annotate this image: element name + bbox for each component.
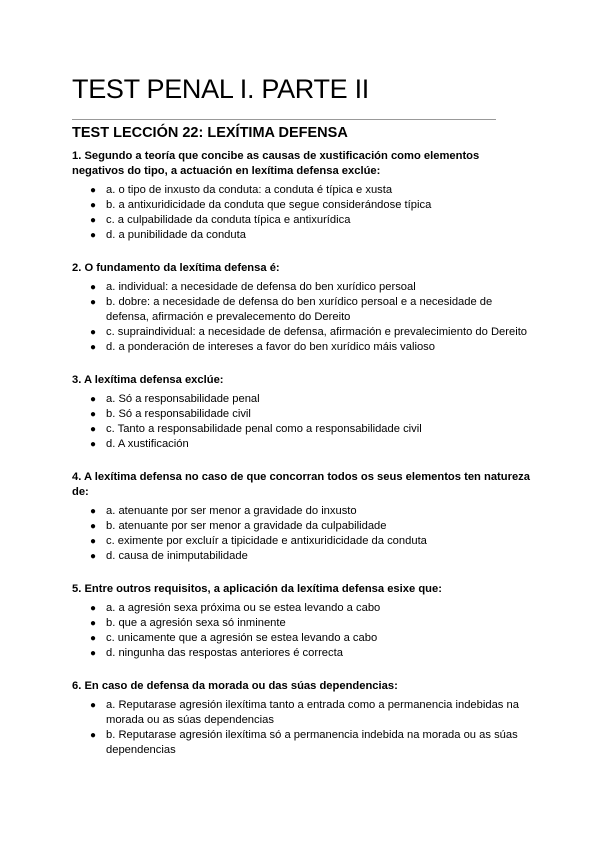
option-text: c. unicamente que a agresión se estea levando a cabo: [106, 632, 378, 644]
question-text: 3. A lexítima defensa exclúe:: [72, 374, 224, 386]
option-text: b. dobre: a necesidade de defensa do ben xurídico persoal e a necesidade de defensa, afirmación e prevalecemento do Dereito: [106, 296, 493, 323]
bullet-icon: ●: [90, 394, 97, 405]
question-4: [72, 470, 532, 564]
bullet-icon: ●: [90, 506, 97, 517]
option-text: b. que a agresión sexa só inminente: [106, 617, 286, 629]
option-text: b. a antixuridicidade da conduta que segue considerándose típica: [106, 199, 432, 211]
question-text: 2. O fundamento da lexítima defensa é:: [72, 262, 280, 274]
bullet-icon: ●: [90, 200, 97, 211]
option-d: [72, 549, 532, 564]
option-b: [72, 519, 532, 534]
option-b: [72, 407, 532, 422]
question-text: 5. Entre outros requisitos, a aplicación da lexítima defensa esixe que:: [72, 583, 442, 595]
question-6: [72, 679, 532, 758]
option-text: d. ningunha das respostas anteriores é correcta: [106, 647, 343, 659]
bullet-icon: ●: [90, 551, 97, 562]
option-text: a. Só a responsabilidade penal: [106, 393, 260, 405]
question-3: [72, 373, 532, 452]
option-a: [72, 698, 532, 728]
option-c: [72, 534, 532, 549]
option-text: d. a punibilidade da conduta: [106, 229, 246, 241]
question-5: [72, 582, 532, 661]
question-2: [72, 261, 532, 355]
option-text: a. atenuante por ser menor a gravidade do inxusto: [106, 505, 357, 517]
bullet-icon: ●: [90, 342, 97, 353]
option-d: [72, 228, 532, 243]
option-a: [72, 183, 532, 198]
bullet-icon: ●: [90, 327, 97, 338]
option-text: d. causa de inimputabilidade: [106, 550, 248, 562]
options-list: [72, 601, 532, 661]
bullet-icon: ●: [90, 633, 97, 644]
option-b: [72, 198, 532, 213]
option-text: c. supraindividual: a necesidade de defensa, afirmación e prevalecimiento do Dereito: [106, 326, 528, 338]
option-text: c. Tanto a responsabilidade penal como a responsabilidade civil: [106, 423, 422, 435]
section-title: TEST LECCIÓN 22: LEXÍTIMA DEFENSA: [72, 125, 348, 141]
option-c: [72, 213, 532, 228]
question-text: 6. En caso de defensa da morada ou das súas dependencias:: [72, 680, 398, 692]
option-a: [72, 280, 532, 295]
option-a: [72, 601, 532, 616]
option-text: a. individual: a necesidade de defensa do ben xurídico persoal: [106, 281, 416, 293]
option-text: b. Reputarase agresión ilexítima só a permanencia indebida na morada ou as súas dependencias: [106, 729, 518, 756]
bullet-icon: ●: [90, 215, 97, 226]
bullet-icon: ●: [90, 409, 97, 420]
bullet-icon: ●: [90, 424, 97, 435]
document-title: TEST PENAL I. PARTE II: [72, 74, 369, 104]
bullet-icon: ●: [90, 439, 97, 450]
option-text: d. A xustificación: [106, 438, 189, 450]
title-divider: [72, 119, 496, 120]
option-b: [72, 295, 532, 325]
question-text: 4. A lexítima defensa no caso de que concorran todos os seus elementos ten natureza de:: [72, 471, 530, 498]
option-text: a. a agresión sexa próxima ou se estea levando a cabo: [106, 602, 381, 614]
bullet-icon: ●: [90, 297, 97, 308]
options-list: [72, 392, 532, 452]
option-a: [72, 392, 532, 407]
bullet-icon: ●: [90, 603, 97, 614]
option-c: [72, 422, 532, 437]
bullet-icon: ●: [90, 730, 97, 741]
option-text: c. eximente por excluír a tipicidade e antixuridicidade da conduta: [106, 535, 427, 547]
option-b: [72, 728, 532, 758]
bullet-icon: ●: [90, 700, 97, 711]
option-text: a. o tipo de inxusto da conduta: a conduta é típica e xusta: [106, 184, 393, 196]
options-list: [72, 504, 532, 564]
option-c: [72, 325, 532, 340]
option-text: c. a culpabilidade da conduta típica e antixurídica: [106, 214, 351, 226]
question-text: 1. Segundo a teoría que concibe as causas de xustificación como elementos negativos do tipo, a actuación en lexítima defensa exclúe:: [72, 150, 480, 177]
bullet-icon: ●: [90, 618, 97, 629]
bullet-icon: ●: [90, 230, 97, 241]
options-list: [72, 183, 532, 243]
bullet-icon: ●: [90, 185, 97, 196]
option-d: [72, 340, 532, 355]
bullet-icon: ●: [90, 536, 97, 547]
option-text: a. Reputarase agresión ilexítima tanto a entrada como a permanencia indebidas na morada ou as súas dependencias: [106, 699, 519, 726]
questions-list: [72, 149, 532, 758]
option-text: d. a ponderación de intereses a favor do ben xurídico máis valioso: [106, 341, 435, 353]
options-list: [72, 698, 532, 758]
option-d: [72, 437, 532, 452]
option-b: [72, 616, 532, 631]
bullet-icon: ●: [90, 648, 97, 659]
option-text: b. Só a responsabilidade civil: [106, 408, 251, 420]
options-list: [72, 280, 532, 355]
option-a: [72, 504, 532, 519]
bullet-icon: ●: [90, 521, 97, 532]
option-text: b. atenuante por ser menor a gravidade da culpabilidade: [106, 520, 387, 532]
option-c: [72, 631, 532, 646]
option-d: [72, 646, 532, 661]
question-1: [72, 149, 532, 243]
bullet-icon: ●: [90, 282, 97, 293]
